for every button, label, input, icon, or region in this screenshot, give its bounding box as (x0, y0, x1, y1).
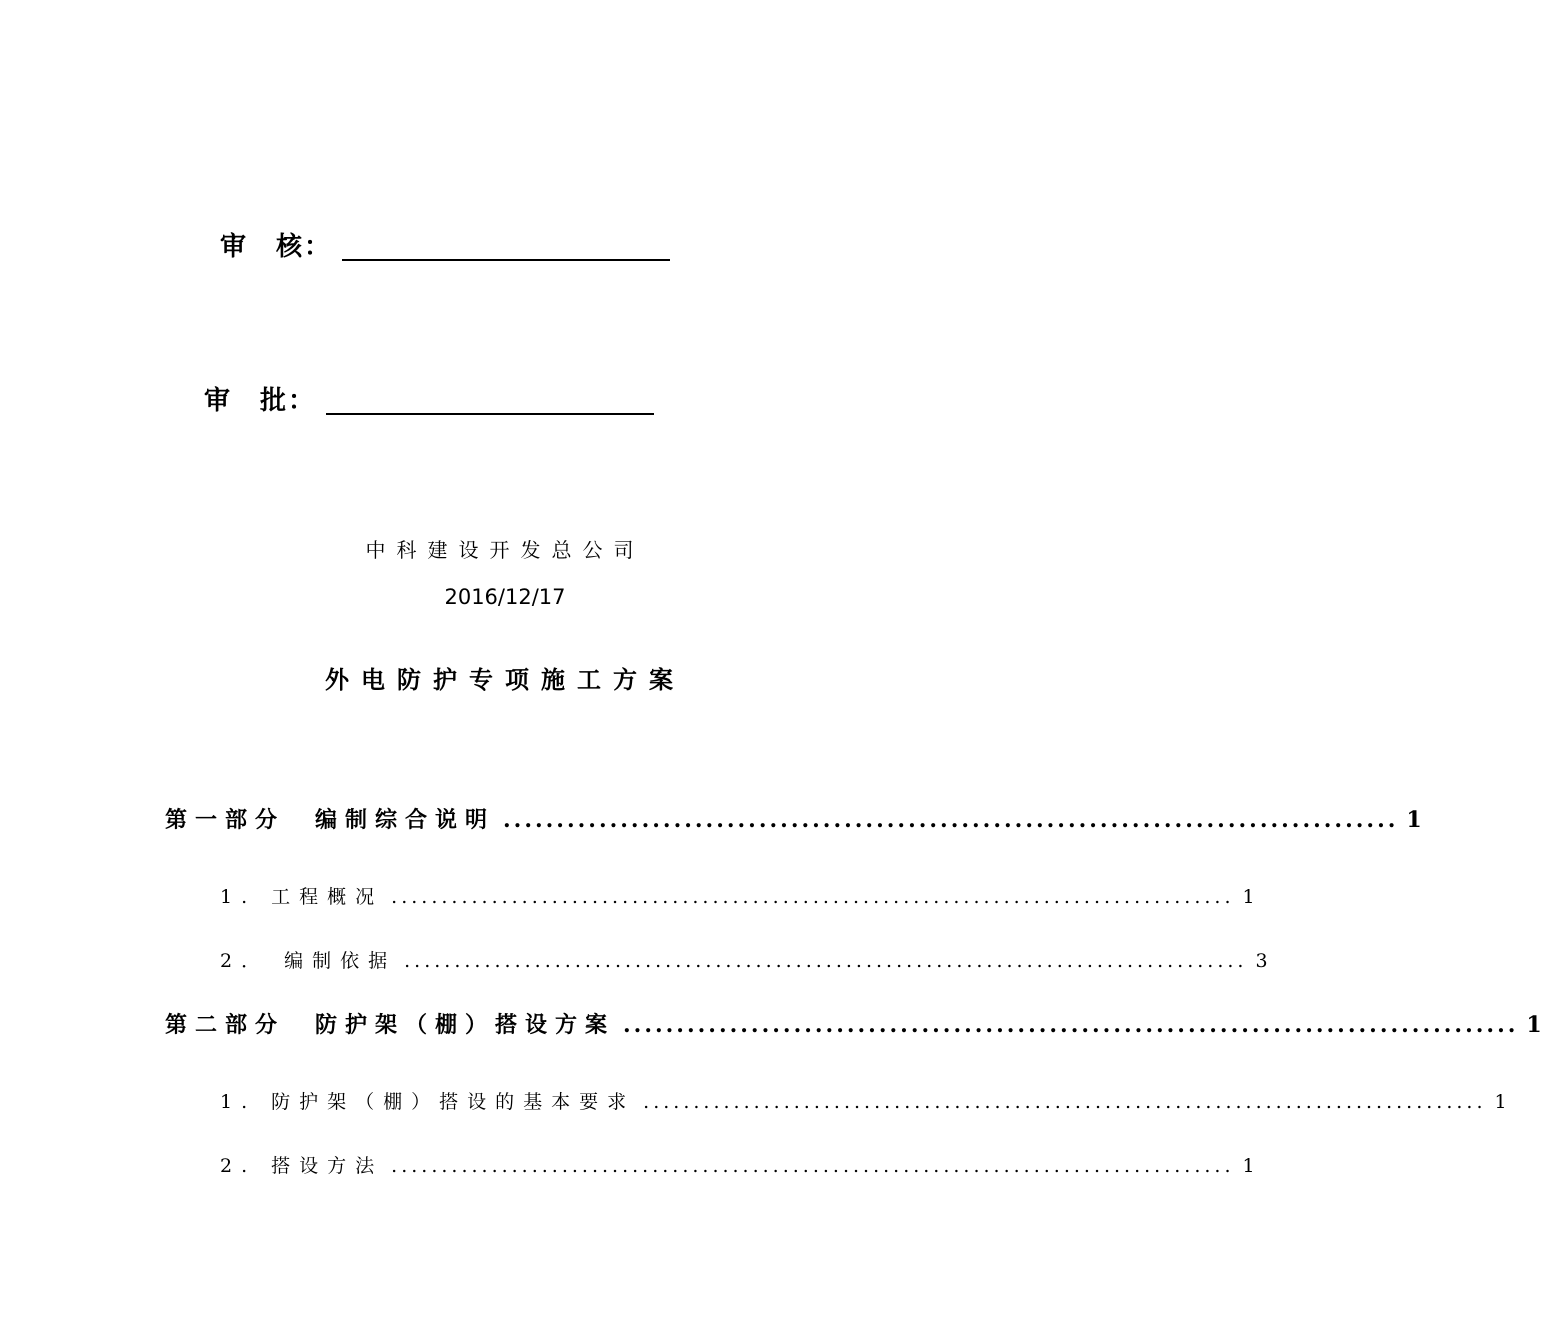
toc-entry-text: 1. 工程概况 (220, 886, 384, 908)
toc-entry (220, 882, 1255, 909)
toc-entry-text: 第一部分 编制综合说明 (165, 807, 496, 833)
toc-entry (165, 803, 1422, 834)
toc-entry-text: 2． 编制依据 (220, 950, 397, 972)
toc-entry-page: 1 (1494, 1091, 1507, 1113)
approve-label: 审 批： (204, 386, 317, 416)
toc-entry (165, 1008, 1542, 1039)
toc-leader-dots: .................................................................................... (643, 1091, 1487, 1113)
toc-entry-page: 3 (1255, 950, 1268, 972)
toc-leader-dots: .................................................................................... (503, 807, 1399, 833)
toc-entry (220, 1151, 1255, 1178)
toc-entry-page: 1 (1406, 807, 1422, 833)
toc-entry-text: 第二部分 防护架（棚）搭设方案 (165, 1012, 616, 1038)
approve-signature-line (326, 413, 654, 415)
toc-entry (220, 946, 1268, 973)
toc-entry-page: 1 (1526, 1012, 1542, 1038)
toc-entry-page: 1 (1242, 1155, 1255, 1177)
toc-entry-text: 2. 搭设方法 (220, 1155, 384, 1177)
company-name: 中科建设开发总公司 (365, 538, 645, 562)
toc-entry (220, 1087, 1507, 1114)
toc-entry-page: 1 (1242, 886, 1255, 908)
approve-signature-row (204, 380, 654, 417)
toc-leader-dots: .................................................................................... (391, 886, 1235, 908)
toc-leader-dots: .................................................................................... (623, 1012, 1519, 1038)
document-title: 外电防护专项施工方案 (325, 665, 685, 694)
review-label: 审 核： (220, 232, 333, 262)
toc-entry-text: 1. 防护架（棚）搭设的基本要求 (220, 1091, 636, 1113)
review-signature-row (220, 226, 670, 263)
toc-leader-dots: .................................................................................... (391, 1155, 1235, 1177)
toc-leader-dots: .................................................................................... (404, 950, 1248, 972)
review-signature-line (342, 259, 670, 261)
document-date: 2016/12/17 (444, 585, 566, 609)
